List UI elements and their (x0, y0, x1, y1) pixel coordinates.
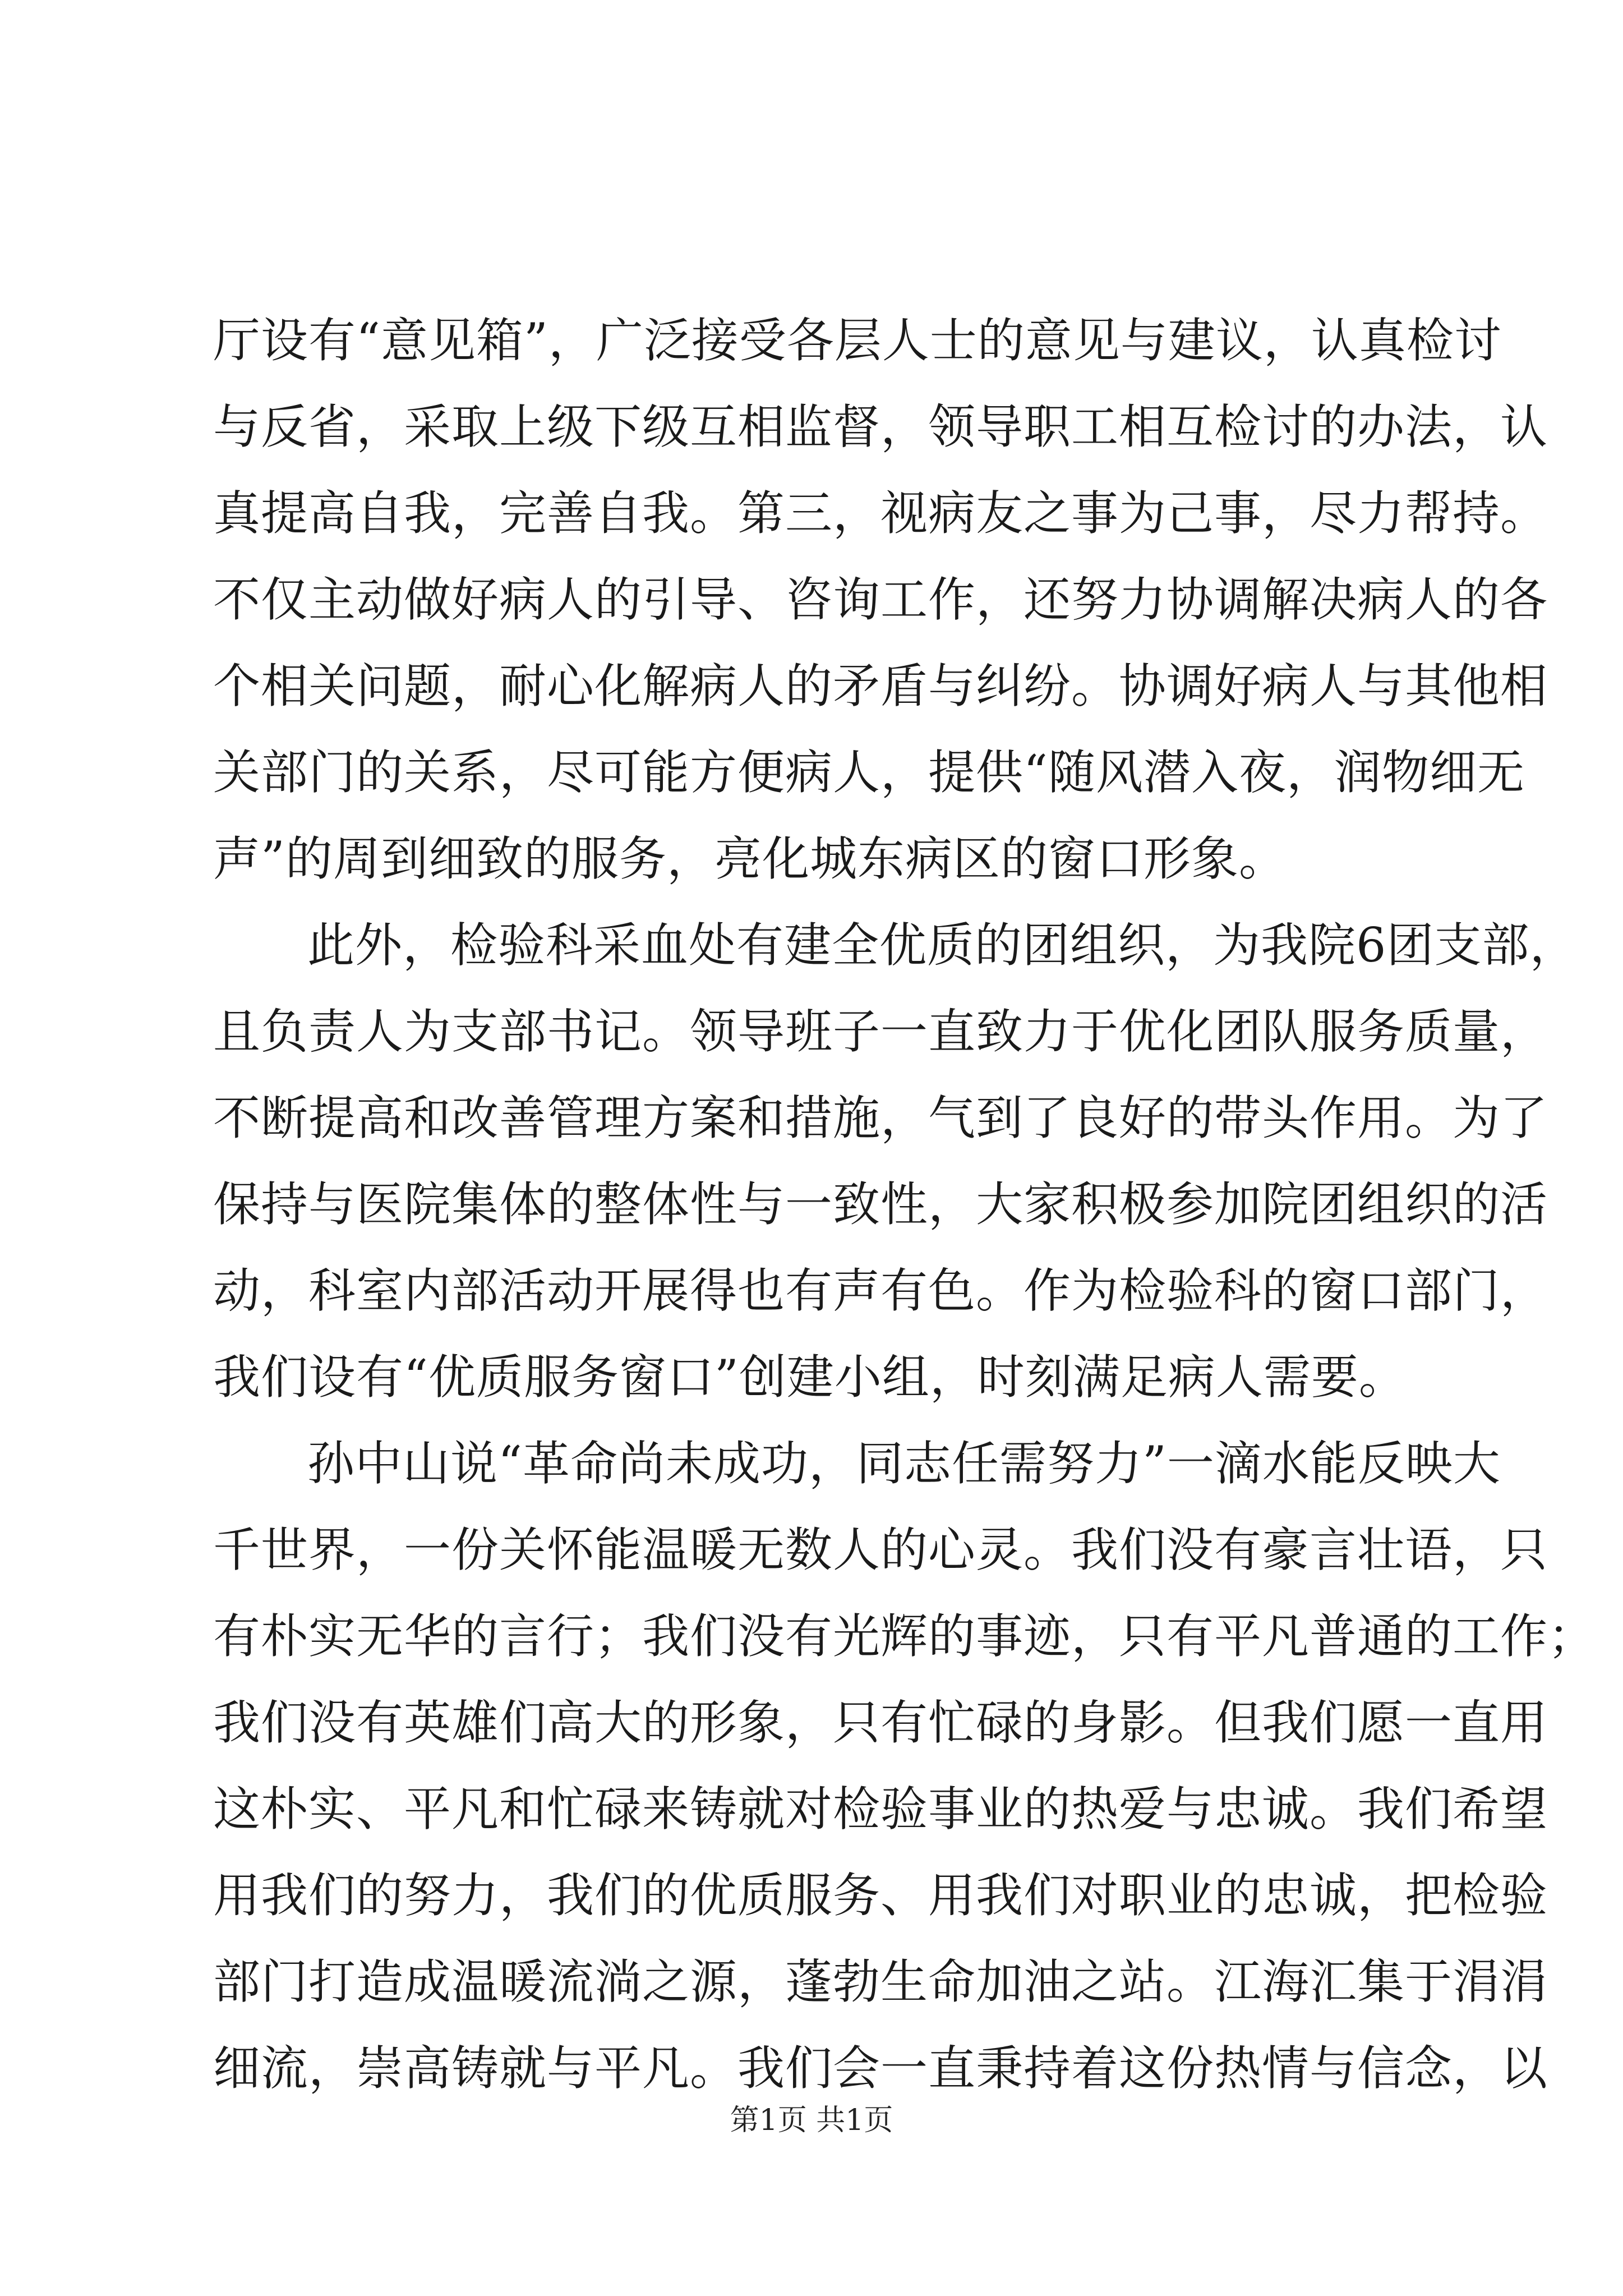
paragraph-2-line-5: 动，科室内部活动开展得也有声有色。作为检验科的窗口部门， (213, 1263, 1548, 1318)
paragraph-1-line-4: 不仅主动做好病人的引导、咨询工作，还努力协调解决病人的各 (213, 572, 1548, 627)
paragraph-3-line-5: 这朴实、平凡和忙碌来铸就对检验事业的热爱与忠诚。我们希望 (213, 1782, 1548, 1837)
paragraph-3-line-8: 细流，崇高铸就与平凡。我们会一直秉持着这份热情与信念，以 (213, 2041, 1548, 2096)
paragraph-2-line-2: 且负责人为支部书记。领导班子一直致力于优化团队服务质量， (213, 1004, 1548, 1059)
paragraph-3-line-3: 有朴实无华的言行；我们没有光辉的事迹，只有平凡普通的工作； (213, 1609, 1596, 1664)
paragraph-3-line-2: 千世界，一份关怀能温暖无数人的心灵。我们没有豪言壮语，只 (213, 1522, 1548, 1577)
paragraph-2-line-1: 此外，检验科采血处有建全优质的团组织，为我院6团支部， (307, 918, 1578, 973)
paragraph-3-line-6: 用我们的努力，我们的优质服务、用我们对职业的忠诚，把检验 (213, 1868, 1548, 1923)
paragraph-1-line-3: 真提高自我，完善自我。第三，视病友之事为己事，尽力帮持。 (213, 486, 1548, 541)
paragraph-3-line-1: 孙中山说“革命尚未成功，同志任需努力”一滴水能反映大 (307, 1436, 1501, 1491)
paragraph-2-line-6: 我们设有“优质服务窗口”创建小组，时刻满足病人需要。 (213, 1350, 1407, 1405)
paragraph-3-line-4: 我们没有英雄们高大的形象，只有忙碌的身影。但我们愿一直用 (213, 1695, 1548, 1750)
paragraph-2-line-4: 保持与医院集体的整体性与一致性，大家积极参加院团组织的活 (213, 1177, 1548, 1232)
paragraph-1-line-1: 厅设有“意见箱”，广泛接受各层人士的意见与建议，认真检讨 (213, 313, 1502, 368)
paragraph-1-line-7: 声”的周到细致的服务，亮化城东病区的窗口形象。 (213, 831, 1287, 886)
paragraph-1-line-5: 个相关问题，耐心化解病人的矛盾与纠纷。协调好病人与其他相 (213, 659, 1548, 714)
page-footer (0, 2101, 1623, 2140)
document-body (213, 297, 1596, 2111)
page-number-label: 第1页 共1页 (730, 2104, 893, 2137)
paragraph-2-line-3: 不断提高和改善管理方案和措施，气到了良好的带头作用。为了 (213, 1091, 1548, 1145)
paragraph-1-line-2: 与反省，采取上级下级互相监督，领导职工相互检讨的办法，认 (213, 399, 1548, 454)
paragraph-1-line-6: 关部门的关系，尽可能方便病人，提供“随风潜入夜，润物细无 (213, 745, 1525, 800)
paragraph-3-line-7: 部门打造成温暖流淌之源，蓬勃生命加油之站。江海汇集于涓涓 (213, 1954, 1548, 2009)
